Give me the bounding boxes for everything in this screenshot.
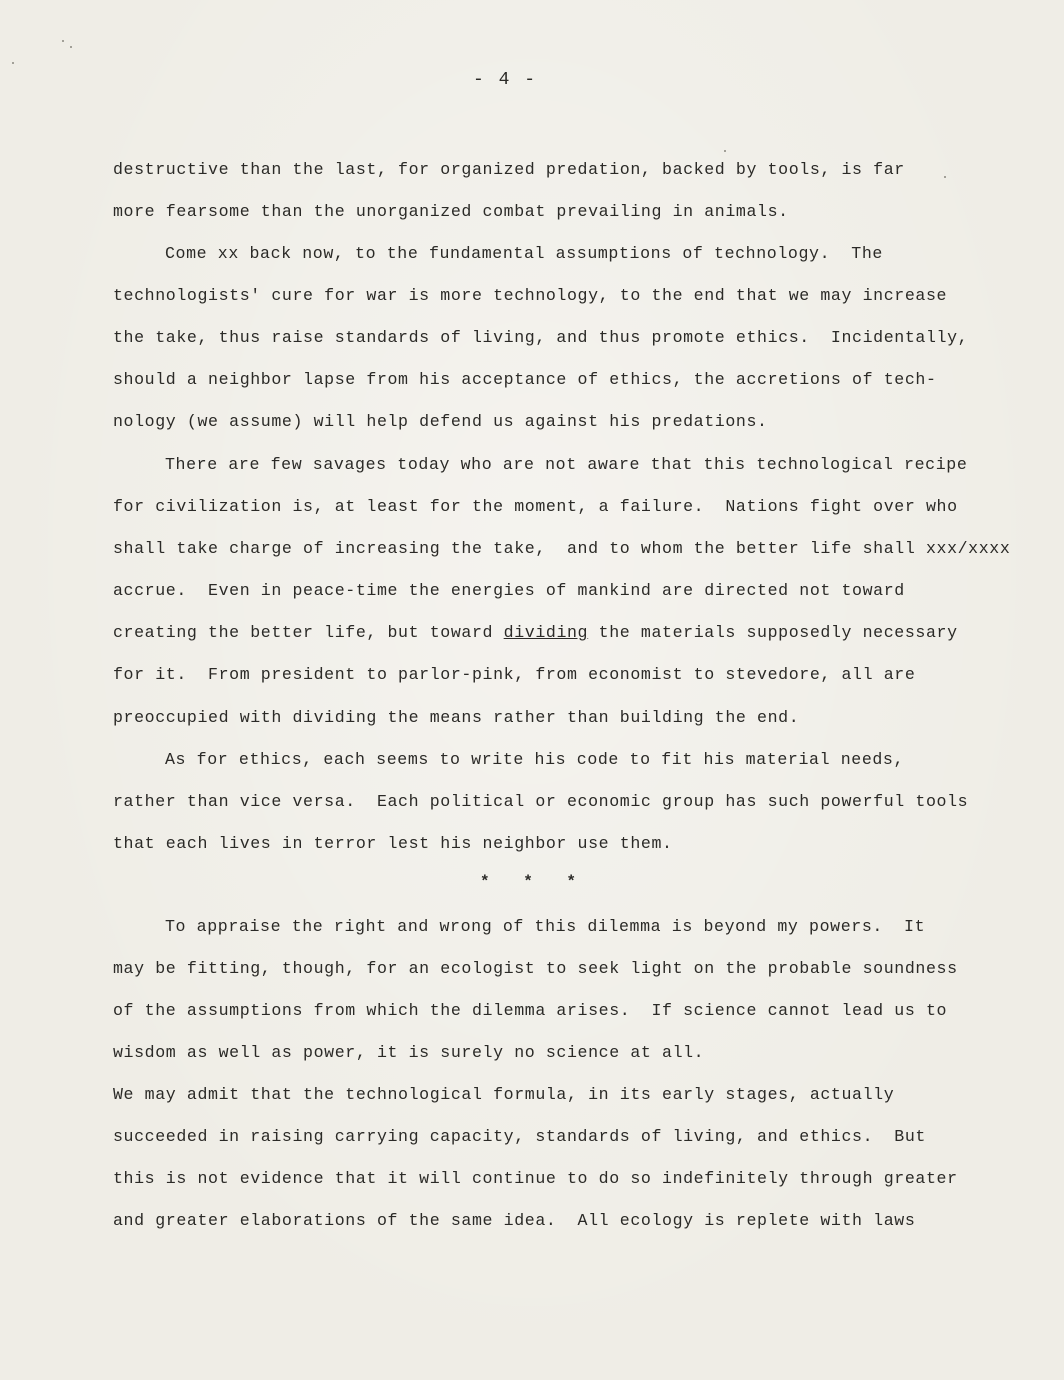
text-line: and greater elaborations of the same idea. All ecology is replete with laws bbox=[113, 1211, 916, 1230]
text-segment: the materials supposedly necessary bbox=[588, 623, 958, 642]
text-line: succeeded in raising carrying capacity, standards of living, and ethics. But bbox=[113, 1127, 926, 1146]
text-line: the take, thus raise standards of living, and thus promote ethics. Incidentally, bbox=[113, 328, 969, 347]
text-line: preoccupied with dividing the means rather than building the end. bbox=[113, 708, 800, 727]
paragraph-start-line: As for ethics, each seems to write his code to fit his material needs, bbox=[165, 750, 905, 769]
text-line: may be fitting, though, for an ecologist to seek light on the probable soundness bbox=[113, 959, 958, 978]
paragraph-start-line: To appraise the right and wrong of this dilemma is beyond my powers. It bbox=[165, 917, 926, 936]
text-line: We may admit that the technological formula, in its early stages, actually bbox=[113, 1085, 895, 1104]
text-line: should a neighbor lapse from his acceptance of ethics, the accretions of tech- bbox=[113, 370, 937, 389]
section-separator: * * * bbox=[480, 873, 589, 891]
text-line: wisdom as well as power, it is surely no science at all. bbox=[113, 1043, 705, 1062]
text-line: shall take charge of increasing the take, and to whom the better life shall xxx/xxxx bbox=[113, 539, 1011, 558]
text-segment: creating the better life, but toward bbox=[113, 623, 504, 642]
text-line bbox=[113, 623, 958, 643]
text-line: accrue. Even in peace-time the energies of mankind are directed not toward bbox=[113, 581, 905, 600]
paragraph-start-line: Come xx back now, to the fundamental assumptions of technology. The bbox=[165, 244, 883, 263]
paper-speck bbox=[944, 176, 946, 178]
page-number: - 4 - bbox=[472, 70, 537, 90]
paper-speck bbox=[724, 150, 726, 152]
text-line: for civilization is, at least for the moment, a failure. Nations fight over who bbox=[113, 497, 958, 516]
text-line: destructive than the last, for organized predation, backed by tools, is far bbox=[113, 160, 905, 179]
text-line: rather than vice versa. Each political or economic group has such powerful tools bbox=[113, 792, 969, 811]
text-line: of the assumptions from which the dilemma arises. If science cannot lead us to bbox=[113, 1001, 948, 1020]
text-line: this is not evidence that it will continue to do so indefinitely through greater bbox=[113, 1169, 958, 1188]
text-line: technologists' cure for war is more technology, to the end that we may increase bbox=[113, 286, 948, 305]
text-line: that each lives in terror lest his neighbor use them. bbox=[113, 834, 673, 853]
paper-speck bbox=[62, 40, 64, 42]
underlined-word: dividing bbox=[503, 623, 589, 642]
text-line: nology (we assume) will help defend us against his predations. bbox=[113, 412, 768, 431]
text-line: for it. From president to parlor-pink, from economist to stevedore, all are bbox=[113, 665, 916, 684]
paper-speck bbox=[12, 62, 14, 64]
paragraph-start-line: There are few savages today who are not aware that this technological recipe bbox=[165, 455, 968, 474]
text-line: more fearsome than the unorganized combat prevailing in animals. bbox=[113, 202, 789, 221]
paper-speck bbox=[70, 46, 72, 48]
